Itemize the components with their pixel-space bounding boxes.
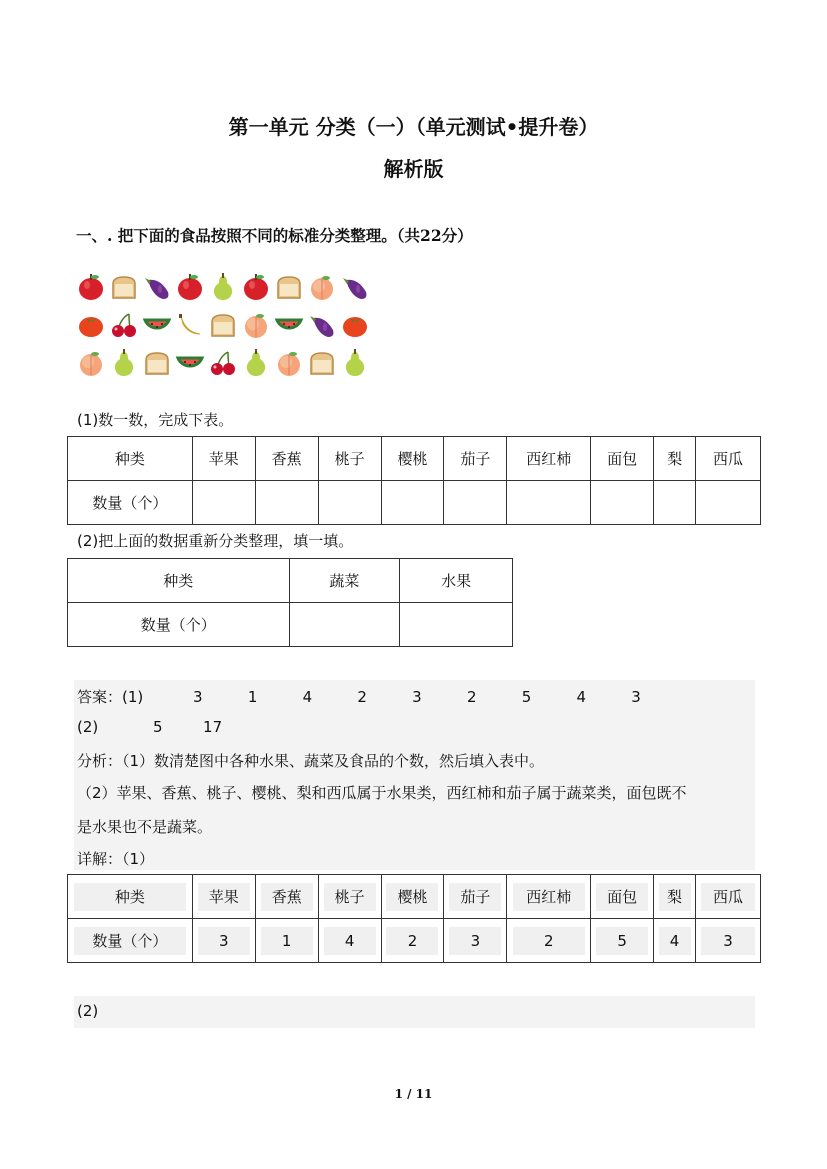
header-eggplant: 茄子 (444, 437, 507, 481)
apple-icon (241, 272, 271, 302)
peach-icon (274, 348, 304, 378)
pear-icon (241, 348, 271, 378)
analysis-2b: 是水果也不是蔬菜。 (77, 818, 213, 836)
cherry-icon (208, 348, 238, 378)
answer-table (67, 874, 761, 963)
bread-icon (208, 310, 238, 340)
page-title: 第一单元 分类（一）（单元测试•提升卷） (228, 115, 599, 139)
bread-icon (142, 348, 172, 378)
value-apple: 3 (192, 919, 255, 963)
eggplant-icon (142, 272, 172, 302)
header-banana: 香蕉 (255, 437, 318, 481)
question-2: (2)把上面的数据重新分类整理，填一填。 (77, 532, 354, 550)
header-peach: 桃子 (318, 437, 381, 481)
header-bread: 面包 (591, 875, 654, 919)
header-tomato: 西红柿 (507, 437, 591, 481)
blank-cell (507, 481, 591, 525)
section-heading: 一、. 把下面的食品按照不同的标准分类整理。（共22分） (76, 226, 473, 245)
pear-icon (109, 348, 139, 378)
answer-value: 1 (247, 688, 258, 706)
row-label-quantity: 数量（个） (68, 481, 193, 525)
answer-value: 3 (412, 688, 422, 706)
answer-label-2: (2) (77, 718, 99, 736)
header-kind: 种类 (68, 875, 193, 919)
pear-icon (340, 348, 370, 378)
blank-cell (318, 481, 381, 525)
answer-value: 5 (521, 688, 532, 706)
page-number: 1 / 11 (394, 1087, 433, 1101)
bread-icon (307, 348, 337, 378)
blank-cell (255, 481, 318, 525)
blank-cell (289, 603, 400, 647)
header-tomato: 西红柿 (507, 875, 591, 919)
answer-line-1 (77, 686, 661, 707)
header-apple: 苹果 (192, 875, 255, 919)
header-eggplant: 茄子 (444, 875, 507, 919)
peach-icon (241, 310, 271, 340)
value-bread: 5 (591, 919, 654, 963)
header-pear: 梨 (654, 437, 696, 481)
header-pear: 梨 (654, 875, 696, 919)
blank-cell (591, 481, 654, 525)
category-table (67, 558, 513, 647)
tomato-icon (340, 310, 370, 340)
food-row-2 (76, 310, 370, 340)
header-bread: 面包 (591, 437, 654, 481)
page-subtitle: 解析版 (383, 157, 444, 181)
value-tomato: 2 (507, 919, 591, 963)
header-watermelon: 西瓜 (696, 875, 761, 919)
pear-icon (208, 272, 238, 302)
value-cherry: 2 (381, 919, 444, 963)
blank-cell (444, 481, 507, 525)
watermelon-icon (142, 310, 172, 340)
header-fruit: 水果 (400, 559, 513, 603)
value-watermelon: 3 (696, 919, 761, 963)
header-kind: 种类 (68, 437, 193, 481)
banana-icon (175, 310, 205, 340)
watermelon-icon (175, 348, 205, 378)
blank-cell (192, 481, 255, 525)
detail-label: 详解：（1） (77, 850, 155, 868)
analysis-2a: （2）苹果、香蕉、桃子、樱桃、梨和西瓜属于水果类，西红柿和茄子属于蔬菜类，面包既不 (77, 784, 687, 802)
food-row-3 (76, 348, 370, 378)
answer-value: 2 (466, 688, 477, 706)
blank-cell (696, 481, 761, 525)
apple-icon (76, 272, 106, 302)
bread-icon (274, 272, 304, 302)
row-label-quantity: 数量（个） (68, 919, 193, 963)
answer-background (74, 680, 755, 870)
cherry-icon (109, 310, 139, 340)
header-apple: 苹果 (192, 437, 255, 481)
analysis-1: 分析：（1）数清楚图中各种水果、蔬菜及食品的个数，然后填入表中。 (77, 752, 545, 770)
watermelon-icon (274, 310, 304, 340)
bread-icon (109, 272, 139, 302)
count-table (67, 436, 761, 525)
header-peach: 桃子 (318, 875, 381, 919)
row-label-quantity: 数量（个） (68, 603, 290, 647)
value-banana: 1 (255, 919, 318, 963)
eggplant-icon (307, 310, 337, 340)
answer-value: 4 (576, 688, 587, 706)
header-cherry: 樱桃 (381, 437, 444, 481)
answer-label-1: 答案：(1) (77, 688, 144, 706)
apple-icon (175, 272, 205, 302)
food-row-1 (76, 272, 370, 302)
answer-line-2 (77, 718, 238, 736)
answer-value: 5 (153, 718, 163, 736)
eggplant-icon (340, 272, 370, 302)
answer-value: 4 (302, 688, 313, 706)
part2-label: (2) (77, 1002, 99, 1020)
blank-cell (400, 603, 513, 647)
tomato-icon (76, 310, 106, 340)
header-kind: 种类 (68, 559, 290, 603)
value-pear: 4 (654, 919, 696, 963)
answer-value: 3 (193, 688, 203, 706)
peach-icon (307, 272, 337, 302)
header-banana: 香蕉 (255, 875, 318, 919)
header-cherry: 樱桃 (381, 875, 444, 919)
value-peach: 4 (318, 919, 381, 963)
blank-cell (654, 481, 696, 525)
question-1: (1)数一数，完成下表。 (77, 411, 234, 429)
value-eggplant: 3 (444, 919, 507, 963)
header-vegetable: 蔬菜 (289, 559, 400, 603)
header-watermelon: 西瓜 (696, 437, 761, 481)
answer-value: 17 (203, 718, 223, 736)
peach-icon (76, 348, 106, 378)
answer-value: 3 (631, 688, 641, 706)
part2-background (74, 996, 755, 1028)
blank-cell (381, 481, 444, 525)
answer-value: 2 (357, 688, 367, 706)
